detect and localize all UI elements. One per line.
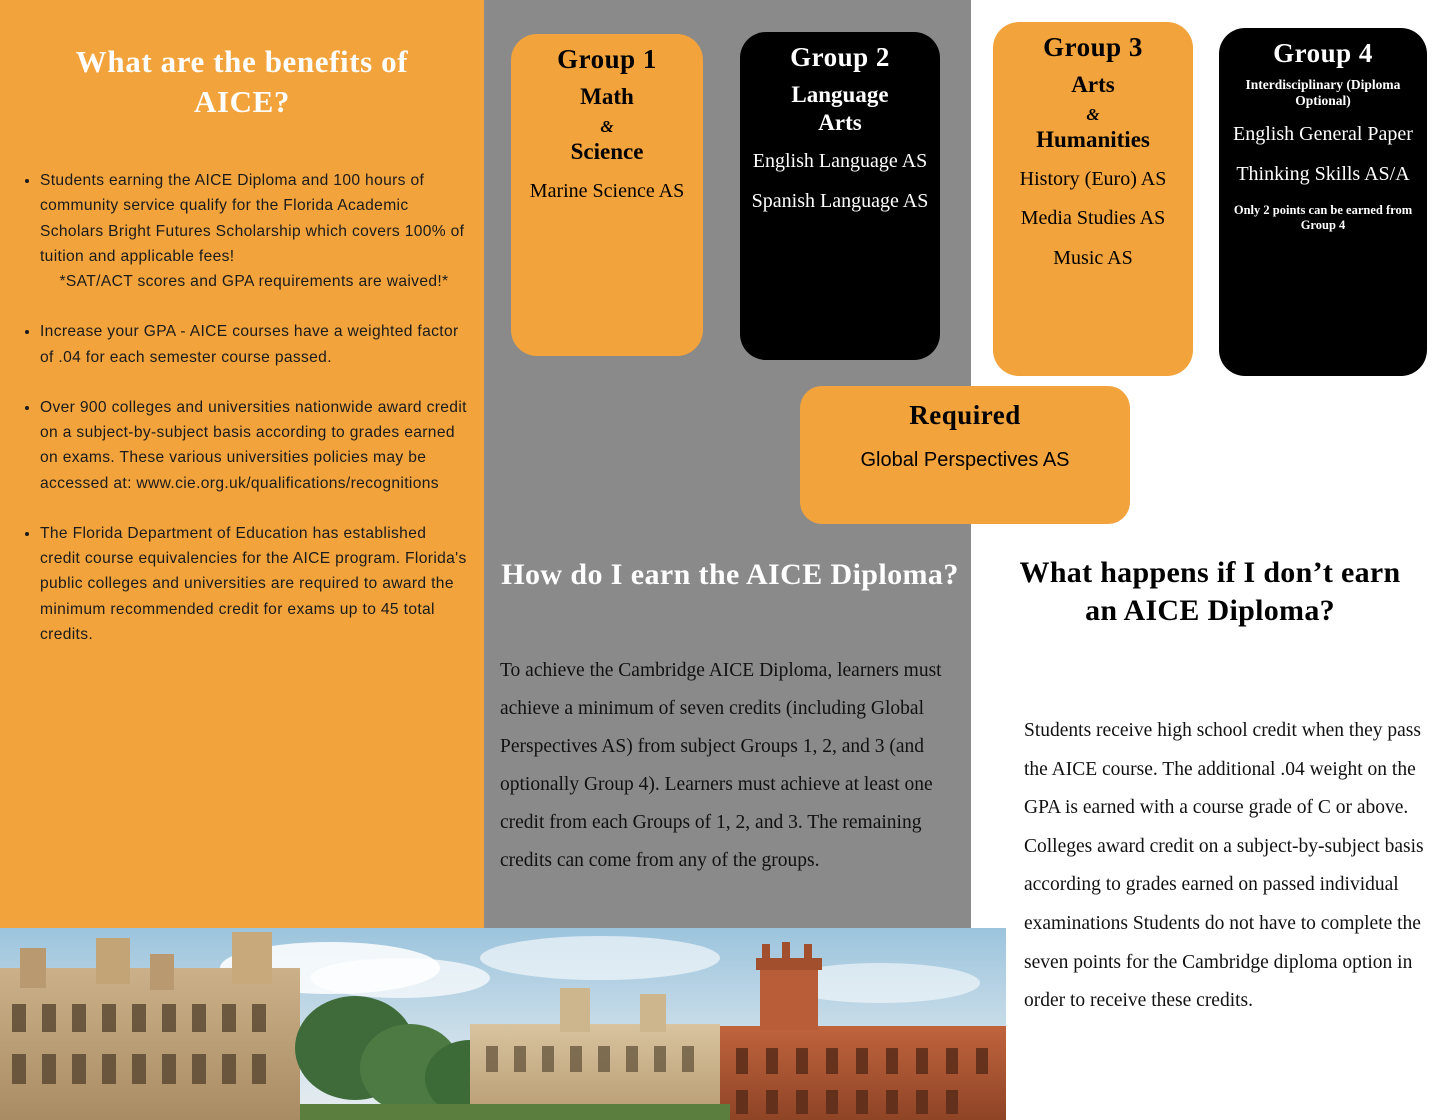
benefit-text-1: Students earning the AICE Diploma and 100 hours of community service qualify for the Florida Academic Scholars Bright Futures Scholarship which covers 100% of tuition and applicable fees! [40,172,465,265]
group-3-subtitle [1003,71,1183,154]
how-to-earn-body: To achieve the Cambridge AICE Diploma, learners must achieve a minimum of seven credits (including Global Perspectives AS) from subject Groups 1, 2, and 3 (and optionally Group 4). Learners must achieve at least one credit from each Groups of 1, 2, and 3. The remaining credits can come from any of the groups. [500,660,942,872]
how-to-earn-heading: How do I earn the AICE Diploma? [501,558,959,591]
group-1-subtitle-line1: Math [580,84,634,109]
group-1-course-1: Marine Science AS [529,179,685,202]
group-4-note: Interdisciplinary (Diploma Optional) [1245,77,1401,109]
list-item [40,319,468,370]
campus-photo [0,928,1006,1120]
group-2-subtitle-line1: Language [791,82,889,107]
group-4-course-2: Thinking Skills AS/A [1236,162,1410,185]
group-card-3 [993,22,1193,376]
required-title: Required [909,400,1021,430]
group-4-course-1: English General Paper [1233,123,1413,146]
group-card-1 [511,34,703,356]
benefit-text-2: *SAT/ACT scores and GPA requirements are waived!* [59,273,449,290]
benefits-heading: What are the benefits of AICE? [75,44,409,119]
benefits-list [18,168,468,647]
group-2-subtitle [750,81,930,136]
group-2-title: Group 2 [790,42,890,72]
group-1-subtitle-line2: Science [570,139,644,165]
group-card-2 [740,32,940,360]
group-card-4 [1219,28,1427,376]
group-3-subtitle-line2: Humanities [1036,127,1150,153]
group-4-title: Group 4 [1273,38,1373,68]
benefit-text-4: Over 900 colleges and universities nationwide award credit on a subject-by-subject basis according to grades earned on exams. These various universities policies may be accessed at: www.cie.org.uk/qualifications/recognitions [40,398,467,492]
no-diploma-heading: What happens if I don’t earn an AICE Diploma? [1019,556,1401,627]
group-3-course-3: Music AS [1053,246,1133,269]
list-item [40,395,468,496]
list-item [40,521,468,647]
required-course: Global Perspectives AS [860,449,1070,471]
required-card [800,386,1130,524]
group-2-subtitle-line2: Arts [818,109,862,135]
benefit-text-5: The Florida Department of Education has established credit course equivalencies for the AICE program. Florida's public colleges and universities are required to award the minimum recommended credit for exams up to 45 total credits. [40,524,467,643]
list-item [40,168,468,294]
no-diploma-body: Students receive high school credit when they pass the AICE course. The additional .04 weight on the GPA is earned with a course grade of C or above. Colleges award credit on a subject-by-subject basis according to grades earned on passed individual examinations Students do not have to complete the seven points for the Cambridge diploma option in order to receive these credits. [1024,720,1424,1012]
group-2-course-2: Spanish Language AS [751,189,929,212]
group-3-subtitle-amp: & [1086,104,1100,124]
group-1-subtitle [521,83,693,166]
group-1-subtitle-amp: & [600,116,614,136]
group-3-course-2: Media Studies AS [1020,207,1166,230]
group-3-title: Group 3 [1043,32,1143,62]
group-3-subtitle-line1: Arts [1071,72,1115,97]
group-4-points-note: Only 2 points can be earned from Group 4 [1233,202,1413,232]
group-1-title: Group 1 [557,44,657,74]
benefit-text-3: Increase your GPA - AICE courses have a weighted factor of .04 for each semester course passed. [40,323,459,366]
group-3-course-1: History (Euro) AS [1019,167,1167,190]
group-2-course-1: English Language AS [752,150,928,173]
